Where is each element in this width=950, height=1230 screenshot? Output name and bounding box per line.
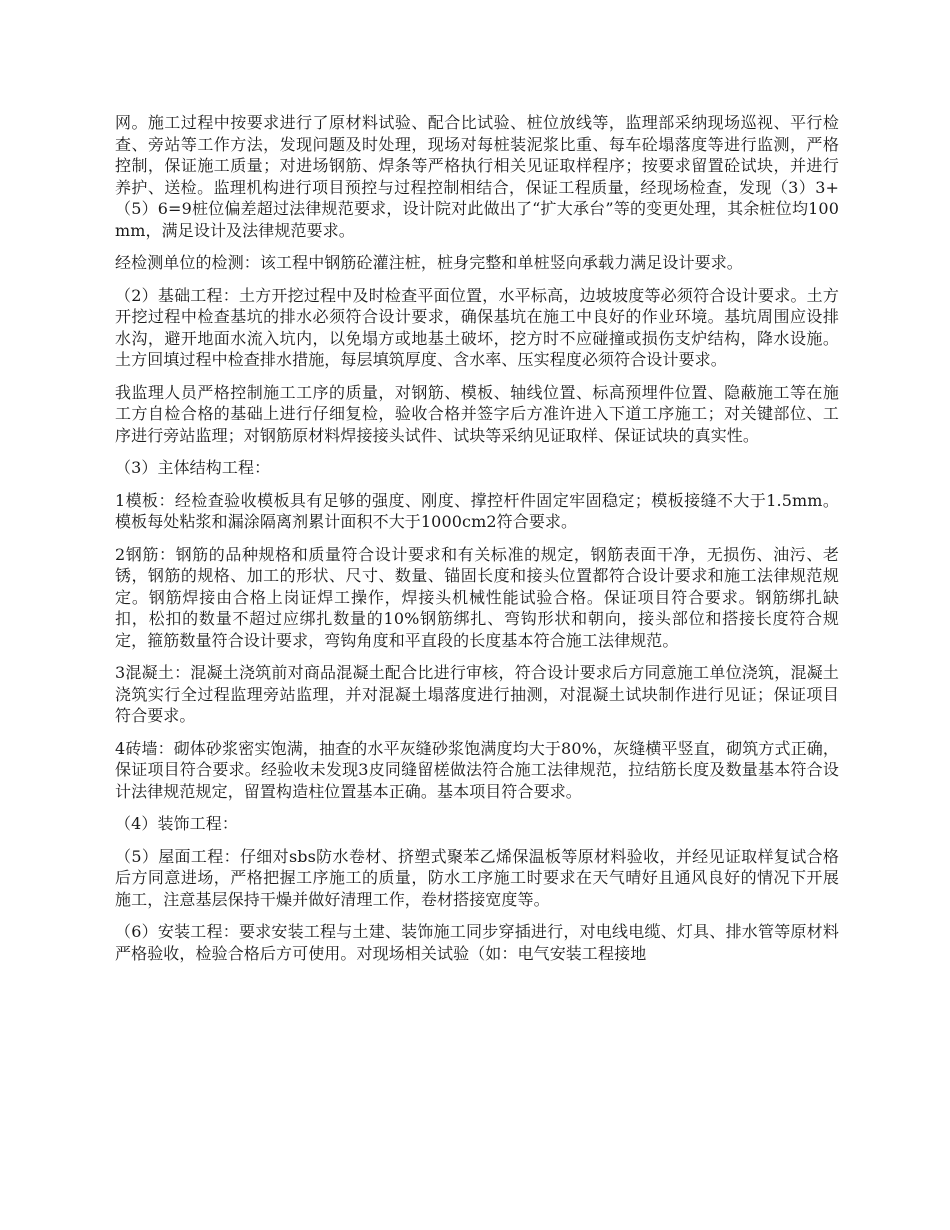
paragraph-process-control: 我监理人员严格控制施工工序的质量，对钢筋、模板、轴线位置、标高预埋件位置、隐蔽施工等在施工方自检合格的基础上进行仔细复检，验收合格并签字后方准许进入下道工序施工；对关键部位、工序进行旁站监理；对钢筋原材料焊接接头试件、试块等采纳见证取样、保证试块的真实性。 [115, 382, 839, 445]
paragraph-formwork: 1模板：经检查验收模板具有足够的强度、刚度、撑控杆件固定牢固稳定；模板接缝不大于1.5mm。模板每处粘浆和漏涂隔离剂累计面积不大于1000cm2符合要求。 [115, 490, 839, 531]
paragraph-roofing-works: （5）屋面工程：仔细对sbs防水卷材、挤塑式聚苯乙烯保温板等原材料验收，并经见证取样复试合格后方同意进场，严格把握工序施工的质量，防水工序施工时要求在天气晴好且通风良好的情况下开展施工，注意基层保持干燥并做好清理工作，卷材搭接宽度等。 [115, 846, 839, 909]
paragraph-inspection-result: 经检测单位的检测：该工程中钢筋砼灌注桩，桩身完整和单桩竖向承载力满足设计要求。 [115, 253, 743, 272]
paragraph-rebar: 2钢筋：钢筋的品种规格和质量符合设计要求和有关标准的规定，钢筋表面干净，无损伤、油污、老锈，钢筋的规格、加工的形状、尺寸、数量、锚固长度和接头位置都符合设计要求和施工法律规范规定。钢筋焊接由合格上岗证焊工操作，焊接头机械性能试验合格。保证项目符合要求。钢筋绑扎缺扣，松扣的数量不超过应绑扎数量的10%钢筋绑扎、弯钩形状和朝向，接头部位和搭接长度符合规定，箍筋数量符合设计要求，弯钩角度和平直段的长度基本符合施工法律规范。 [115, 544, 839, 650]
paragraph-concrete: 3混凝土：混凝土浇筑前对商品混凝土配合比进行审核，符合设计要求后方同意施工单位浇筑，混凝土浇筑实行全过程监理旁站监理，并对混凝土塌落度进行抽测，对混凝土试块制作进行见证；保证项目符合要求。 [115, 663, 839, 725]
document-page [115, 112, 839, 975]
heading-decoration-works: （4）装饰工程： [115, 814, 238, 833]
paragraph-pile-foundation: 网。施工过程中按要求进行了原材料试验、配合比试验、桩位放线等，监理部采纳现场巡视、平行检查、旁站等工作方法，发现问题及时处理，现场对每桩装泥浆比重、每车砼塌落度等进行监测，严格控制，保证施工质量；对进场钢筋、焊条等严格执行相关见证取样程序；按要求留置砼试块，并进行养护、送检。监理机构进行项目预控与过程控制相结合，保证工程质量，经现场检查，发现（3）3+（5）6=9桩位偏差超过法律规范要求，设计院对此做出了“扩大承台”等的变更处理，其余桩位均100mm，满足设计及法律规范要求。 [115, 113, 839, 240]
paragraph-installation-works: （6）安装工程：要求安装工程与土建、装饰施工同步穿插进行，对电线电缆、灯具、排水管等原材料严格验收，检验合格后方可使用。对现场相关试验（如：电气安装工程接地 [115, 922, 839, 963]
heading-main-structure: （3）主体结构工程： [115, 458, 271, 477]
paragraph-brick-wall: 4砖墙：砌体砂浆密实饱满，抽查的水平灰缝砂浆饱满度均大于80%，灰缝横平竖直，砌筑方式正确，保证项目符合要求。经验收未发现3皮同缝留槎做法符合施工法律规范，拉结筋长度及数量基本符合设计法律规范规定，留置构造柱位置基本正确。基本项目符合要求。 [115, 738, 839, 801]
paragraph-foundation-works: （2）基础工程：土方开挖过程中及时检查平面位置，水平标高，边坡坡度等必须符合设计要求。土方开挖过程中检查基坑的排水必须符合设计要求，确保基坑在施工中良好的作业环境。基坑周围应设排水沟，避开地面水流入坑内，以免塌方或地基土破坏，挖方时不应碰撞或损伤支炉结构，降水设施。土方回填过程中检查排水措施，每层填筑厚度、含水率、压实程度必须符合设计要求。 [115, 285, 839, 369]
